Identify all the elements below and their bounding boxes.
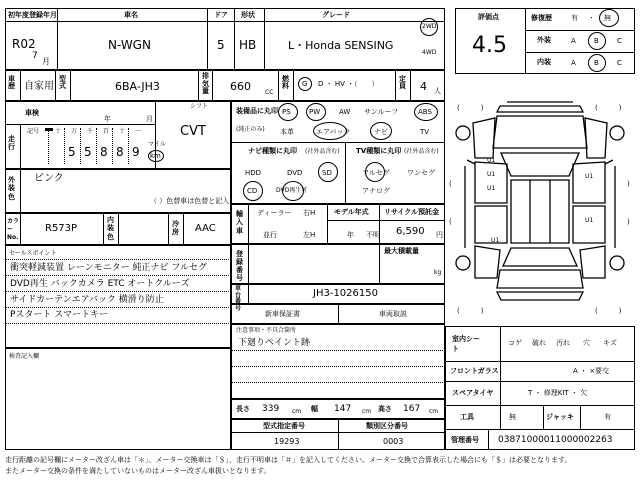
first-reg-month: 7 <box>32 51 38 61</box>
body-type-label: 形状 <box>241 11 255 19</box>
height-unit: cm <box>429 408 439 415</box>
model-year-label: モデル年式 <box>334 208 369 216</box>
tv-item: ワンセグ <box>407 169 435 177</box>
capacity: 4 <box>420 80 427 93</box>
spare-value: T ・ 修理KIT ・ 欠 <box>528 389 588 397</box>
svg-text:( ): ( ) <box>595 104 622 112</box>
seat-item: 破れ <box>532 339 546 347</box>
grade-option: C <box>617 59 622 67</box>
mileage-digit: 5 <box>68 145 76 159</box>
repair-option: 有 <box>571 14 578 22</box>
svg-text:( ): ( ) <box>595 307 622 315</box>
notes-label: 注意事項・不具合箇所 <box>236 327 297 334</box>
width-label: 幅 <box>311 405 318 413</box>
damage-label: U1 <box>585 217 594 224</box>
sales-point-line: サイドカーテンエアバック 横滑り防止 <box>10 295 164 305</box>
parallel: 並行 <box>263 231 277 239</box>
mile-label: マイル <box>148 141 166 148</box>
grade: L・Honda SENSING <box>288 39 394 52</box>
class-label: 類別区分番号 <box>366 422 408 430</box>
sales-point-line: Pスタート スマートキー <box>10 310 109 320</box>
seat-item: 汚れ <box>556 339 570 347</box>
new-warranty: 新車保証書 <box>265 310 300 318</box>
height-label: 高さ <box>378 405 392 413</box>
length-label: 長さ <box>236 405 250 413</box>
equipment-item: TV <box>420 128 430 136</box>
reg-no-label: 登録番号 <box>236 250 243 283</box>
inspection-month-unit: 月 <box>146 115 153 123</box>
damage-label: U1 <box>487 171 496 178</box>
color-no: R573P <box>45 223 78 234</box>
kg-unit: kg <box>434 269 442 276</box>
digit-header: 十 <box>119 128 126 135</box>
car-outline-icon <box>445 78 635 326</box>
km-label: km <box>150 152 161 160</box>
category-label: 車歴 <box>8 75 15 90</box>
damage-label: U1 <box>491 237 500 244</box>
displacement-label: 排気量 <box>202 72 209 96</box>
equipment-item: サンルーフ <box>364 108 399 116</box>
import-label: 輸入車 <box>236 210 243 235</box>
car-name: N-WGN <box>108 38 151 52</box>
spare-label: スペアタイヤ <box>452 389 494 397</box>
grade-option: C <box>617 37 622 45</box>
seat-label: 室内シート <box>452 335 480 353</box>
sales-point-line: DVD再生 バックカメラ ETC オートクルーズ <box>10 279 190 289</box>
type-cert: 19293 <box>274 437 300 446</box>
interior-label: 内装色 <box>107 216 114 241</box>
capacity-label: 定員 <box>399 75 406 90</box>
nav-item: DVD再生可 <box>276 187 308 194</box>
grade-option: B <box>594 59 599 67</box>
body-type: HB <box>239 38 257 52</box>
seat-item: キズ <box>603 339 617 347</box>
drive-4wd: 4WD <box>422 49 437 56</box>
exterior-label: 外装色 <box>8 176 15 201</box>
mileage-digit: 8 <box>100 145 108 159</box>
exterior-color: ピンク <box>34 173 64 184</box>
fuel-label: 燃料 <box>282 75 289 90</box>
recycle-value: 6,590 <box>396 226 425 237</box>
width-unit: cm <box>362 408 372 415</box>
sales-point-label: セールスポイント <box>9 250 57 257</box>
svg-text:( ): ( ) <box>457 104 484 112</box>
shift: CVT <box>180 124 206 139</box>
length: 339 <box>262 404 280 414</box>
first-reg-label: 初年度登録年月 <box>8 11 57 19</box>
equipment-item: ABS <box>418 108 432 116</box>
cc-unit: CC <box>265 89 274 96</box>
type-cert-label: 型式指定番号 <box>263 422 305 430</box>
tv-item: アナログ <box>362 187 390 195</box>
inspection-year-unit: 年 <box>104 115 111 123</box>
model-year-unknown: 不明 <box>366 231 380 239</box>
svg-text:( ): ( ) <box>457 307 484 315</box>
grade-option: A <box>571 37 576 45</box>
notes-text: 下廻りペイント跡 <box>238 338 311 348</box>
windshield-value: A ・ ×要交 <box>573 367 610 375</box>
equipment-item: ナビ <box>374 128 388 136</box>
svg-text:(: ( <box>449 180 452 188</box>
footer-note: またメーター交換の条件を満たしていないものはメーター改ざん車扱いとなります。 <box>5 467 271 475</box>
tools-label: 工具 <box>460 413 474 421</box>
nav-item: SD <box>322 169 332 177</box>
grade-option: A <box>571 59 576 67</box>
equipment-item: 本革 <box>280 128 294 136</box>
damage-label: U1 <box>487 185 496 192</box>
mileage-digit: 9 <box>132 145 140 159</box>
car-name-label: 車名 <box>124 11 138 19</box>
equipment-item: AW <box>339 108 351 116</box>
record-label: 記号 <box>27 128 40 135</box>
color-no-label: カラーNo. <box>7 218 20 241</box>
digit-header: 十 <box>55 128 62 135</box>
grade-option: B <box>594 37 599 45</box>
chassis-no: JH3-1026150 <box>313 288 378 299</box>
width: 147 <box>334 404 352 414</box>
nav-title: ナビ種類に丸印 <box>248 147 297 155</box>
dealer: ディーラー <box>257 209 292 217</box>
sales-point-line: 衝突軽減装置 レーンモニター 純正ナビ フルセグ <box>10 263 208 273</box>
equipment-item: エアバック <box>316 128 351 136</box>
repair-option: ・ <box>588 14 595 22</box>
car-diagram <box>445 78 635 326</box>
max-load-label: 最大積載量 <box>384 247 419 255</box>
digit-header: 千 <box>87 128 94 135</box>
svg-text:(: ( <box>449 218 452 226</box>
eval-score: 4.5 <box>472 33 507 58</box>
nav-item: CD <box>247 187 258 195</box>
jack-value: 有 <box>604 413 611 421</box>
seat-item: 穴 <box>583 339 590 347</box>
aircon: AAC <box>195 223 216 234</box>
manual: 車両取説 <box>379 310 407 318</box>
damage-label: U1 <box>487 157 496 164</box>
seat-item: コゲ <box>508 339 522 347</box>
svg-text:): ) <box>627 180 630 188</box>
damage-label: U1 <box>585 173 594 180</box>
repair-option: 無 <box>604 14 611 22</box>
fuel-options: D ・ HV ・（ ） <box>318 80 379 88</box>
model-year-unit: 年 <box>347 231 354 239</box>
nav-item: DVD <box>287 169 303 177</box>
aircon-label: 冷房 <box>172 220 179 237</box>
handle-right: 右H <box>303 209 316 217</box>
inspection-label: 車検 <box>25 109 39 117</box>
eval-label: 評価点 <box>478 13 499 21</box>
jack-label: ジャッキ <box>546 413 574 421</box>
repair-label: 修復歴 <box>531 14 552 22</box>
interior-grade-label: 内装 <box>537 58 551 66</box>
model-label: 型式 <box>59 75 66 90</box>
doors-label: ドア <box>214 11 228 19</box>
footer-note: 走行距離の記号欄にメーター改ざん車は「＊」、メーター交換車は「＄」、走行不明車は「＃」を記入してください。メーター交換で合算表示した場合にも「＄」は必要となります。 <box>5 456 572 464</box>
displacement: 660 <box>230 80 251 93</box>
mileage-section-label: 走行 <box>8 135 15 152</box>
tv-item: フルセグ <box>362 169 390 177</box>
shift-label: シフト <box>190 103 209 110</box>
svg-text:): ) <box>627 218 630 226</box>
height: 167 <box>403 404 421 414</box>
windshield-label: フロントガラス <box>450 367 499 375</box>
notes-block <box>231 324 445 399</box>
length-unit: cm <box>292 408 302 415</box>
inspector-block <box>5 348 231 450</box>
chassis-label: 車台番号 <box>235 285 242 312</box>
tools-value: 無 <box>509 413 516 421</box>
yen-unit: 円 <box>436 231 443 239</box>
fuel-g: G <box>302 80 308 88</box>
equipment-title: 装備品に丸印 <box>236 107 278 115</box>
mgmt-label: 管理番号 <box>451 436 479 444</box>
recycle-label: リサイクル預託金 <box>384 208 440 216</box>
mgmt-no: 03871000011000002263 <box>498 435 613 445</box>
handle-left: 左H <box>303 231 316 239</box>
mileage-digit: 8 <box>116 145 124 159</box>
first-reg-year: R02 <box>12 37 36 51</box>
category: 自家用 <box>24 81 54 92</box>
digit-header: 百 <box>103 128 110 135</box>
nav-sub: (社外品含む) <box>305 148 340 155</box>
grade-label: グレード <box>322 11 350 19</box>
tv-title: TV種類に丸印 <box>356 147 402 155</box>
drive-2wd: 2WD <box>422 23 437 30</box>
class-no: 0003 <box>383 437 404 446</box>
row-category <box>5 70 445 101</box>
exterior-grade-label: 外装 <box>537 36 551 44</box>
digit-header: 一 <box>135 128 142 135</box>
tv-sub: (社外品含む) <box>404 148 439 155</box>
model: 6BA-JH3 <box>115 80 160 93</box>
exterior-note: （ ）色替車は色替と記入 <box>150 197 230 205</box>
inspector-label: 検査記入欄 <box>9 353 40 360</box>
person-unit: 人 <box>434 87 441 95</box>
mileage-digit: 5 <box>84 145 92 159</box>
equipment-item: PW <box>309 108 321 116</box>
equipment-sub: (純正のみ) <box>236 126 265 133</box>
doors: 5 <box>217 38 225 52</box>
digit-header: 万 <box>71 128 78 135</box>
nav-item: HDD <box>245 169 262 177</box>
month-unit: 月 <box>42 57 50 66</box>
equipment-item: PS <box>282 108 291 116</box>
